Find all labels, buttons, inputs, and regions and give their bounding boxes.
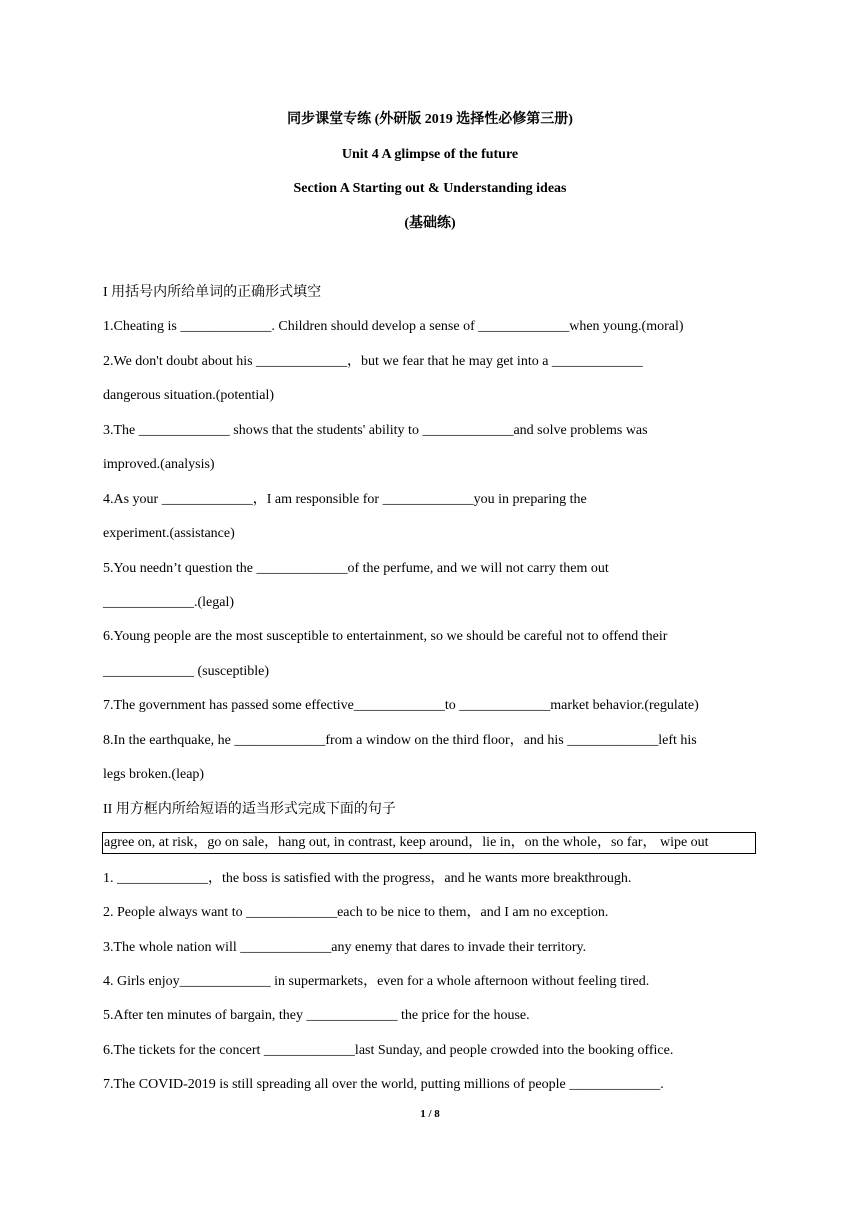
part2-line: 7.The COVID-2019 is still spreading all over the world, putting millions of people _____________.: [103, 1077, 664, 1092]
part2-heading: II 用方框内所给短语的适当形式完成下面的句子: [103, 802, 396, 817]
section-title: Section A Starting out & Understanding ideas: [293, 181, 567, 196]
page-number: 1 / 8: [420, 1108, 440, 1120]
part1-line: 6.Young people are the most susceptible to entertainment, so we should be careful not to offend their: [103, 629, 668, 644]
unit-title: Unit 4 A glimpse of the future: [341, 147, 519, 162]
part1-line: 7.The government has passed some effective_____________to _____________market behavior.(regulate): [103, 698, 699, 713]
part1-line: 4.As your _____________，I am responsible for _____________you in preparing the: [103, 492, 587, 507]
part2-line: 1. _____________，the boss is satisfied with the progress，and he wants more breakthrough.: [103, 871, 632, 886]
part2-line: 5.After ten minutes of bargain, they _____________ the price for the house.: [103, 1008, 530, 1023]
part1-line: 1.Cheating is _____________. Children should develop a sense of _____________when young.(moral): [103, 319, 684, 334]
part1-heading: I 用括号内所给单词的正确形式填空: [103, 285, 322, 300]
part1-line: 5.You needn’t question the _____________of the perfume, and we will not carry them out: [103, 561, 609, 576]
part1-line: dangerous situation.(potential): [103, 388, 275, 403]
part1-line: 3.The _____________ shows that the students' ability to _____________and solve problems was: [103, 423, 648, 438]
part1-line: 2.We don't doubt about his _____________，but we fear that he may get into a _____________: [103, 354, 643, 369]
part1-line: 8.In the earthquake, he _____________from a window on the third floor，and his _____________left his: [103, 733, 697, 748]
part2-line: 3.The whole nation will _____________any enemy that dares to invade their territory.: [103, 940, 587, 955]
part1-line: improved.(analysis): [103, 457, 215, 472]
part2-line: 4. Girls enjoy_____________ in supermarkets，even for a whole afternoon without feeling tired.: [103, 974, 650, 989]
document-title: 同步课堂专练 (外研版 2019 选择性必修第三册): [287, 112, 573, 127]
part1-line: _____________.(legal): [103, 595, 235, 610]
part1-line: _____________ (susceptible): [103, 664, 270, 679]
phrase-box: agree on, at risk，go on sale，hang out, in contrast, keep around，lie in，on the whole，so far， wipe out: [102, 832, 756, 854]
part2-line: 2. People always want to _____________each to be nice to them，and I am no exception.: [103, 905, 609, 920]
part1-line: experiment.(assistance): [103, 526, 235, 541]
part1-line: legs broken.(leap): [103, 767, 205, 782]
part2-line: 6.The tickets for the concert _____________last Sunday, and people crowded into the booking office.: [103, 1043, 674, 1058]
level-label: (基础练): [404, 216, 456, 231]
